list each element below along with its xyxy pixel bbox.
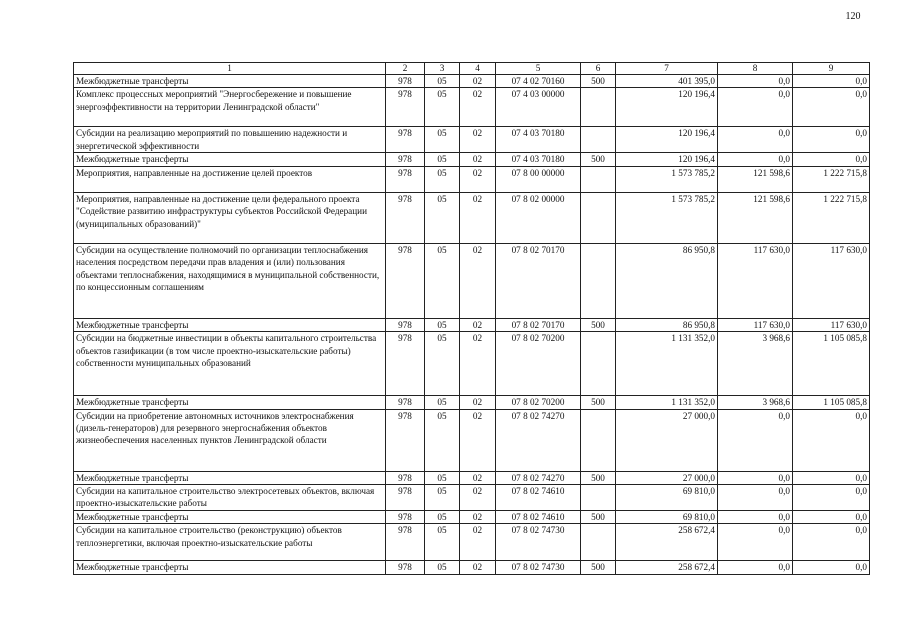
amount-col7: 401 395,0 (616, 75, 718, 88)
amount-col7: 258 672,4 (616, 524, 718, 561)
code-gl: 978 (386, 88, 425, 127)
row-name: Межбюджетные трансферты (74, 561, 386, 574)
code-rz: 05 (425, 524, 460, 561)
code-pr: 02 (460, 88, 496, 127)
column-header: 4 (460, 63, 496, 75)
column-header: 2 (386, 63, 425, 75)
code-gl: 978 (386, 471, 425, 484)
code-csr: 07 8 02 74270 (496, 409, 581, 471)
table-row (74, 396, 870, 409)
code-vr (581, 243, 616, 318)
amount-col7: 1 573 785,2 (616, 192, 718, 243)
code-pr: 02 (460, 561, 496, 574)
code-csr: 07 8 02 70170 (496, 243, 581, 318)
column-header: 5 (496, 63, 581, 75)
code-pr: 02 (460, 510, 496, 523)
table-row (74, 485, 870, 511)
code-csr: 07 8 02 74610 (496, 510, 581, 523)
table-row (74, 471, 870, 484)
code-gl: 978 (386, 127, 425, 153)
amount-col7: 86 950,8 (616, 243, 718, 318)
row-name: Межбюджетные трансферты (74, 471, 386, 484)
amount-col7: 120 196,4 (616, 153, 718, 166)
code-gl: 978 (386, 524, 425, 561)
row-name: Субсидии на осуществление полномочий по организации теплоснабжения населения посредством передачи прав владения и (или) пользования объектами теплоснабжения, находящимися в муниципальной собственности, по концессионным соглашениям (74, 243, 386, 318)
code-gl: 978 (386, 409, 425, 471)
code-csr: 07 8 02 70200 (496, 332, 581, 396)
row-name: Межбюджетные трансферты (74, 75, 386, 88)
amount-col7: 86 950,8 (616, 318, 718, 331)
row-name: Мероприятия, направленные на достижение целей проектов (74, 166, 386, 192)
column-header: 8 (718, 63, 793, 75)
amount-col9: 0,0 (793, 561, 870, 574)
amount-col7: 27 000,0 (616, 409, 718, 471)
code-pr: 02 (460, 485, 496, 511)
table-row (74, 127, 870, 153)
amount-col8: 3 968,6 (718, 332, 793, 396)
table-row (74, 561, 870, 574)
code-csr: 07 4 03 00000 (496, 88, 581, 127)
amount-col7: 120 196,4 (616, 127, 718, 153)
code-csr: 07 8 00 00000 (496, 166, 581, 192)
code-pr: 02 (460, 318, 496, 331)
amount-col9: 0,0 (793, 75, 870, 88)
row-name: Субсидии на приобретение автономных источников электроснабжения (дизель-генераторов) для резервного энергоснабжения объектов жизнеобеспечения населенных пунктов Ленинградской области (74, 409, 386, 471)
budget-table (73, 62, 870, 575)
page-number: 120 (845, 11, 861, 22)
code-csr: 07 8 02 74270 (496, 471, 581, 484)
row-name: Субсидии на капитальное строительство электросетевых объектов, включая проектно-изыскательские работы (74, 485, 386, 511)
code-pr: 02 (460, 471, 496, 484)
table-row (74, 166, 870, 192)
code-gl: 978 (386, 485, 425, 511)
code-csr: 07 8 02 74610 (496, 485, 581, 511)
amount-col7: 1 131 352,0 (616, 332, 718, 396)
code-gl: 978 (386, 561, 425, 574)
amount-col8: 117 630,0 (718, 243, 793, 318)
code-gl: 978 (386, 75, 425, 88)
code-vr (581, 332, 616, 396)
amount-col9: 1 105 085,8 (793, 396, 870, 409)
table-row (74, 318, 870, 331)
amount-col8: 0,0 (718, 75, 793, 88)
code-vr (581, 524, 616, 561)
amount-col8: 121 598,6 (718, 166, 793, 192)
code-pr: 02 (460, 524, 496, 561)
row-name: Межбюджетные трансферты (74, 153, 386, 166)
row-name: Комплекс процессных мероприятий "Энергосбережение и повышение энергоэффективности на территории Ленинградской области" (74, 88, 386, 127)
code-rz: 05 (425, 88, 460, 127)
code-rz: 05 (425, 332, 460, 396)
table-row (74, 409, 870, 471)
row-name: Мероприятия, направленные на достижение цели федерального проекта "Содействие развитию инфраструктуры субъектов Российской Федерации (муниципальных образований)" (74, 192, 386, 243)
amount-col9: 0,0 (793, 127, 870, 153)
code-csr: 07 8 02 74730 (496, 524, 581, 561)
code-vr (581, 88, 616, 127)
code-csr: 07 4 03 70180 (496, 127, 581, 153)
amount-col9: 0,0 (793, 471, 870, 484)
amount-col8: 0,0 (718, 510, 793, 523)
table-row (74, 88, 870, 127)
code-vr (581, 127, 616, 153)
amount-col9: 0,0 (793, 153, 870, 166)
amount-col9: 0,0 (793, 524, 870, 561)
code-rz: 05 (425, 409, 460, 471)
code-vr: 500 (581, 75, 616, 88)
amount-col8: 0,0 (718, 153, 793, 166)
amount-col9: 117 630,0 (793, 318, 870, 331)
code-pr: 02 (460, 243, 496, 318)
row-name: Субсидии на капитальное строительство (реконструкцию) объектов теплоэнергетики, включая проектно-изыскательские работы (74, 524, 386, 561)
amount-col7: 120 196,4 (616, 88, 718, 127)
table-row (74, 510, 870, 523)
amount-col8: 0,0 (718, 485, 793, 511)
code-vr: 500 (581, 318, 616, 331)
code-rz: 05 (425, 127, 460, 153)
row-name: Межбюджетные трансферты (74, 318, 386, 331)
table-row (74, 243, 870, 318)
column-header: 1 (74, 63, 386, 75)
column-header: 7 (616, 63, 718, 75)
code-gl: 978 (386, 166, 425, 192)
code-rz: 05 (425, 561, 460, 574)
amount-col9: 0,0 (793, 88, 870, 127)
amount-col8: 0,0 (718, 471, 793, 484)
table-row (74, 332, 870, 396)
code-vr (581, 409, 616, 471)
code-csr: 07 8 02 74730 (496, 561, 581, 574)
row-name: Межбюджетные трансферты (74, 396, 386, 409)
amount-col8: 0,0 (718, 561, 793, 574)
table-row (74, 524, 870, 561)
amount-col9: 0,0 (793, 409, 870, 471)
code-rz: 05 (425, 510, 460, 523)
code-csr: 07 4 03 70180 (496, 153, 581, 166)
amount-col7: 69 810,0 (616, 485, 718, 511)
code-rz: 05 (425, 153, 460, 166)
code-gl: 978 (386, 510, 425, 523)
code-csr: 07 8 02 70200 (496, 396, 581, 409)
row-name: Субсидии на бюджетные инвестиции в объекты капитального строительства объектов газификации (в том числе проектно-изыскательские работы) собственности муниципальных образований (74, 332, 386, 396)
code-rz: 05 (425, 166, 460, 192)
code-csr: 07 8 02 70170 (496, 318, 581, 331)
code-vr: 500 (581, 396, 616, 409)
code-pr: 02 (460, 396, 496, 409)
code-rz: 05 (425, 243, 460, 318)
amount-col7: 69 810,0 (616, 510, 718, 523)
amount-col8: 0,0 (718, 127, 793, 153)
amount-col8: 0,0 (718, 524, 793, 561)
row-name: Субсидии на реализацию мероприятий по повышению надежности и энергетической эффективности (74, 127, 386, 153)
code-gl: 978 (386, 396, 425, 409)
code-gl: 978 (386, 318, 425, 331)
code-gl: 978 (386, 192, 425, 243)
header-row (74, 63, 870, 75)
code-vr: 500 (581, 471, 616, 484)
code-pr: 02 (460, 153, 496, 166)
code-rz: 05 (425, 75, 460, 88)
code-csr: 07 4 02 70160 (496, 75, 581, 88)
amount-col7: 1 573 785,2 (616, 166, 718, 192)
amount-col8: 117 630,0 (718, 318, 793, 331)
code-vr: 500 (581, 561, 616, 574)
code-rz: 05 (425, 396, 460, 409)
amount-col7: 258 672,4 (616, 561, 718, 574)
amount-col8: 3 968,6 (718, 396, 793, 409)
code-vr (581, 166, 616, 192)
amount-col7: 1 131 352,0 (616, 396, 718, 409)
code-pr: 02 (460, 192, 496, 243)
code-rz: 05 (425, 471, 460, 484)
code-pr: 02 (460, 75, 496, 88)
code-rz: 05 (425, 318, 460, 331)
code-gl: 978 (386, 153, 425, 166)
table-row (74, 75, 870, 88)
code-rz: 05 (425, 192, 460, 243)
table-row (74, 192, 870, 243)
amount-col9: 0,0 (793, 485, 870, 511)
amount-col8: 0,0 (718, 88, 793, 127)
column-header: 6 (581, 63, 616, 75)
code-vr (581, 485, 616, 511)
code-gl: 978 (386, 332, 425, 396)
amount-col9: 1 222 715,8 (793, 192, 870, 243)
code-rz: 05 (425, 485, 460, 511)
amount-col9: 0,0 (793, 510, 870, 523)
amount-col9: 1 222 715,8 (793, 166, 870, 192)
code-vr (581, 192, 616, 243)
amount-col9: 1 105 085,8 (793, 332, 870, 396)
code-csr: 07 8 02 00000 (496, 192, 581, 243)
code-gl: 978 (386, 243, 425, 318)
code-pr: 02 (460, 166, 496, 192)
column-header: 3 (425, 63, 460, 75)
amount-col8: 0,0 (718, 409, 793, 471)
code-pr: 02 (460, 332, 496, 396)
code-pr: 02 (460, 409, 496, 471)
table-row (74, 153, 870, 166)
code-vr: 500 (581, 510, 616, 523)
amount-col8: 121 598,6 (718, 192, 793, 243)
column-header: 9 (793, 63, 870, 75)
code-vr: 500 (581, 153, 616, 166)
amount-col9: 117 630,0 (793, 243, 870, 318)
row-name: Межбюджетные трансферты (74, 510, 386, 523)
code-pr: 02 (460, 127, 496, 153)
amount-col7: 27 000,0 (616, 471, 718, 484)
